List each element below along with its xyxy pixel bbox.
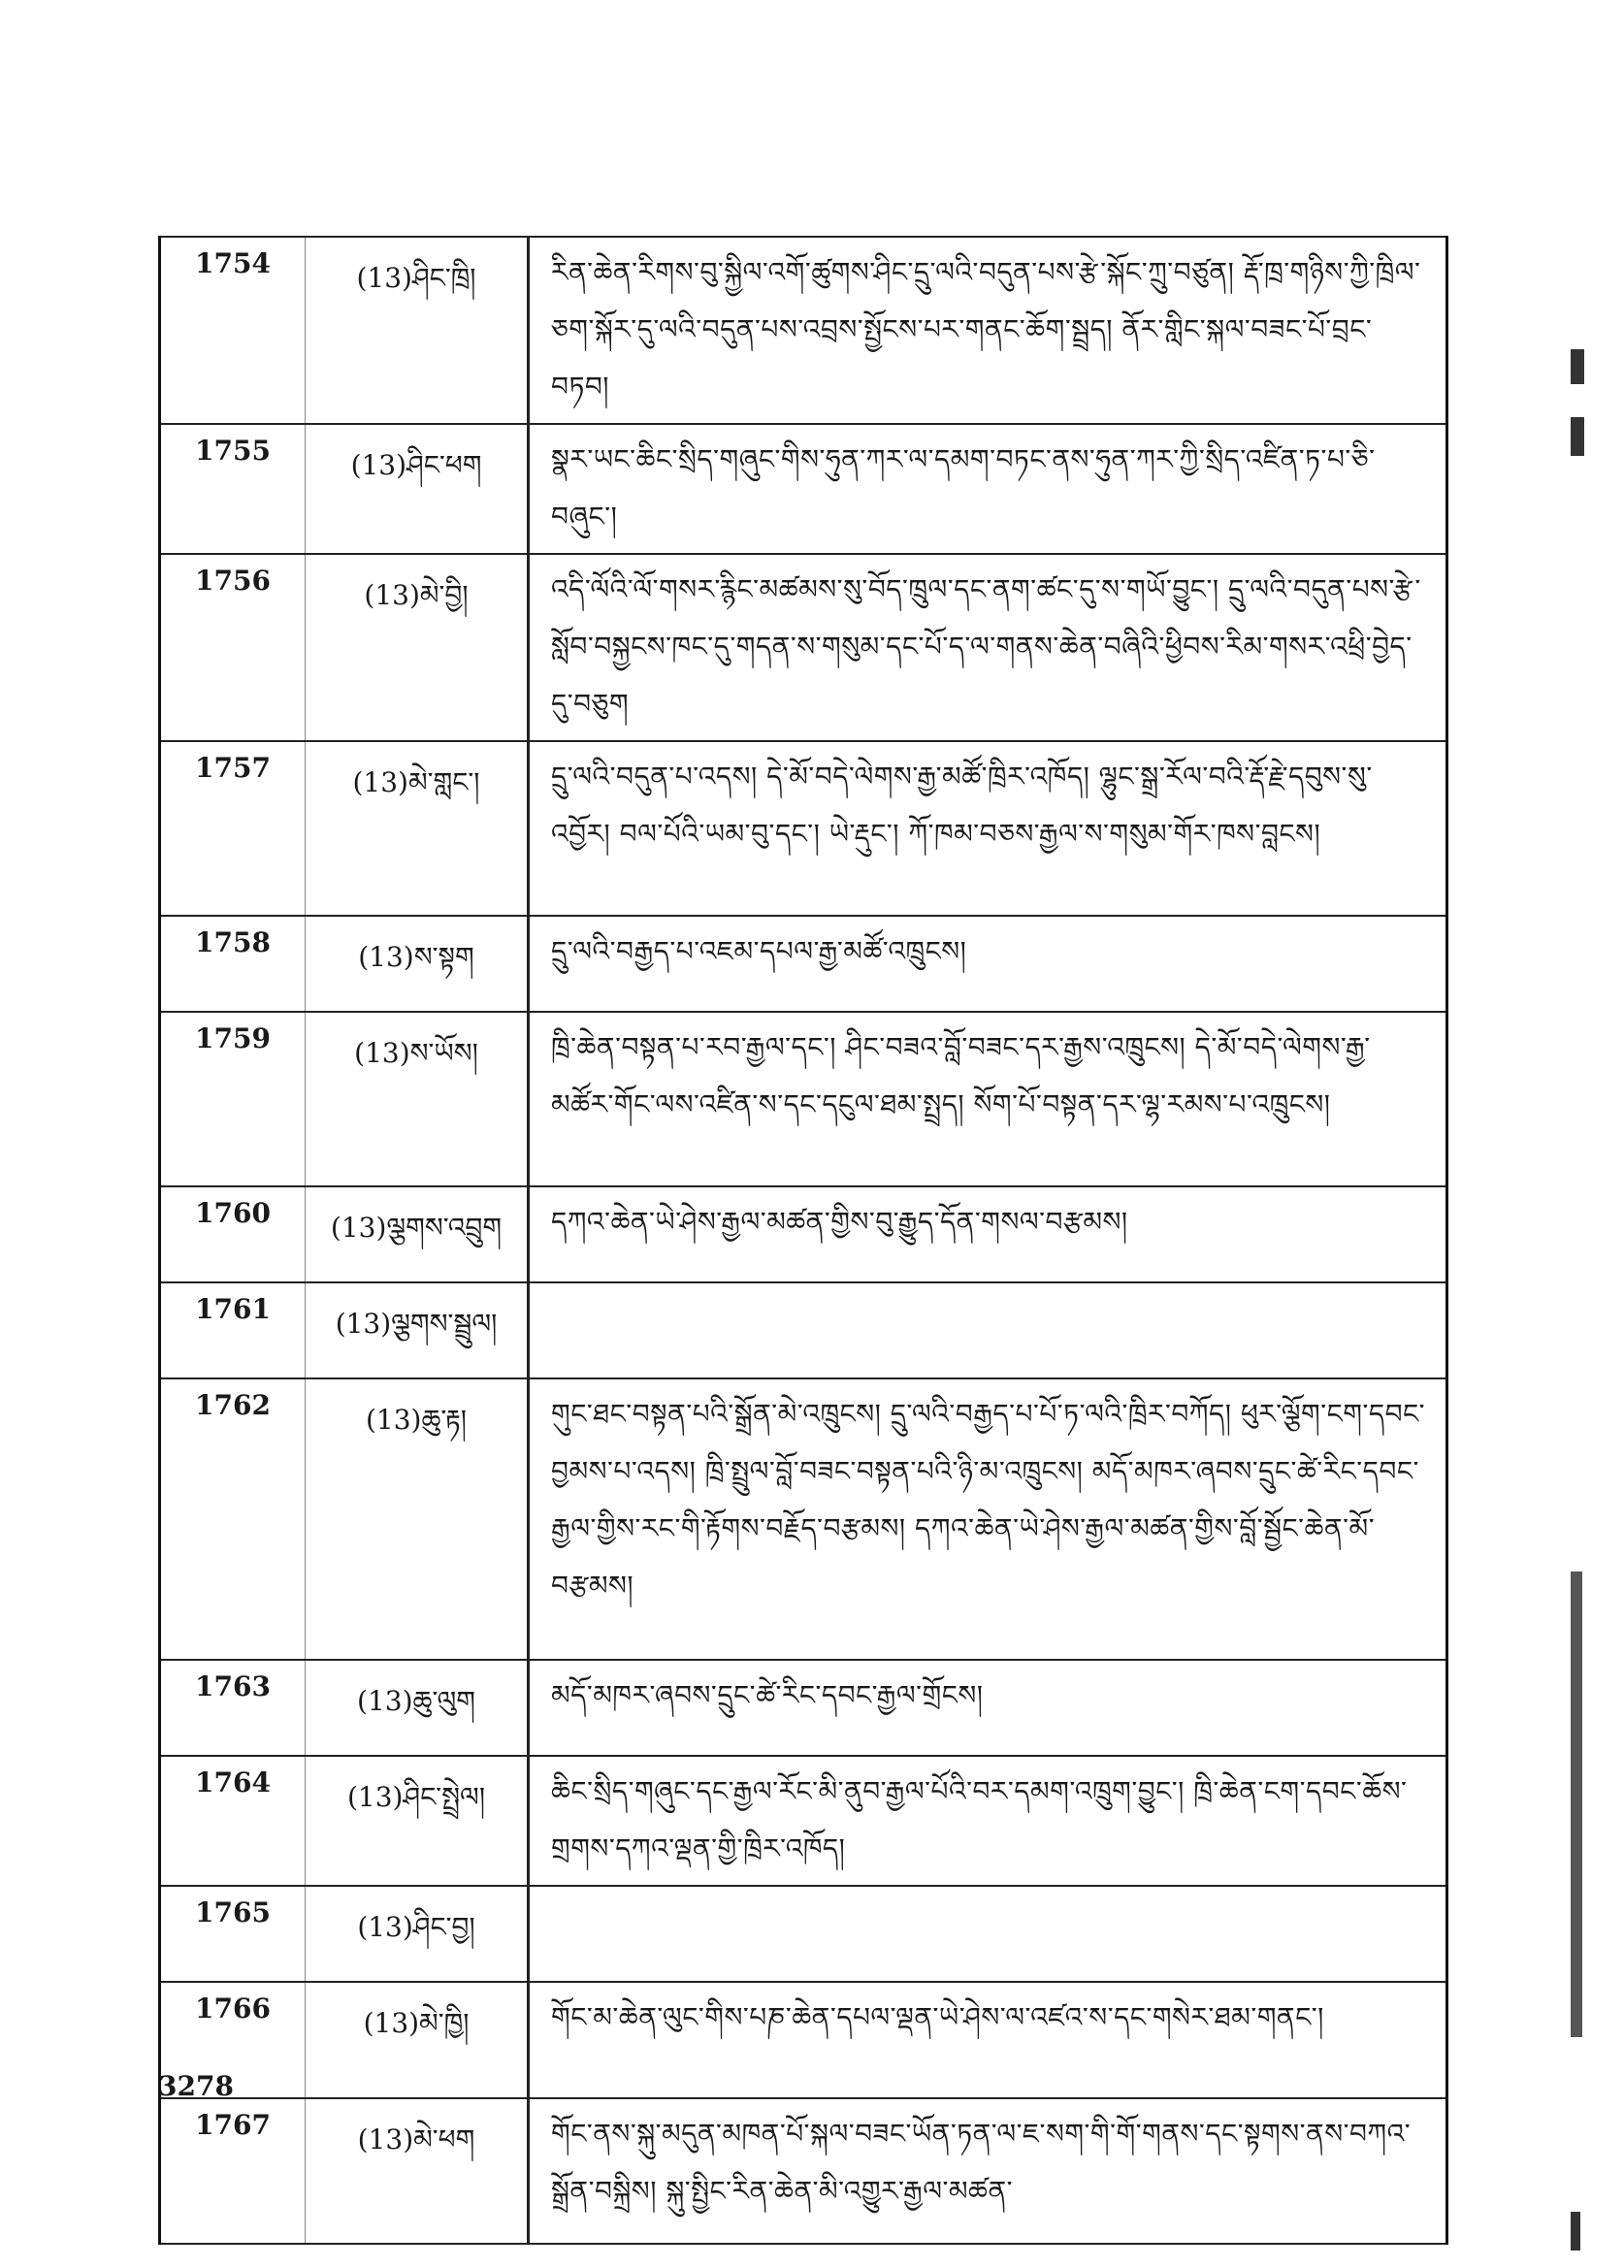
table-row bbox=[160, 741, 1447, 916]
year-cell: 1766 bbox=[160, 1982, 306, 2098]
table-row bbox=[160, 1378, 1447, 1660]
event-cell: རིན་ཆེན་རིགས་བུ་སྐྱིལ་འགོ་ཚུགས་ཤིང་དྲུ་ལའི་བདུན་པས་རྩེ་སྐོང་ཀྲུ་བཙུན། རྡོ་ཁྲ་གཉིས་ཀྱི་ཁྲིལ་ཅག་སྐོར་དུ་ལའི་བདུན་པས་འབྲས་སྤྱོངས་པར་གནང་ཆོག་སྦྲད། ནོར་གླིང་སྐལ་བཟང་པོ་བྲང་བཏབ། bbox=[529, 237, 1447, 424]
year-cell: 1755 bbox=[160, 424, 306, 554]
chronology-table bbox=[158, 236, 1448, 2245]
cycle-cell: (13)ཤིང་ཕག bbox=[306, 424, 529, 554]
table-row bbox=[160, 1982, 1447, 2098]
year-cell: 1764 bbox=[160, 1756, 306, 1886]
year-cell: 1759 bbox=[160, 1012, 306, 1186]
table-row bbox=[160, 2098, 1447, 2244]
event-cell bbox=[529, 1282, 1447, 1378]
year-cell: 1758 bbox=[160, 916, 306, 1012]
event-cell: དཀའ་ཆེན་ཡེ་ཤེས་རྒྱལ་མཚན་གྱིས་བུ་རྒྱུད་དོན་གསལ་བརྩམས། bbox=[529, 1186, 1447, 1282]
event-cell: འདི་ལོའི་ལོ་གསར་རྙིང་མཚམས་སུ་བོད་ཁྲུལ་དང་ནག་ཚང་དུ་ས་གཡོ་བྱུང་། དྲུ་ལའི་བདུན་པས་རྩེ་སློབ་བསྐྱངས་ཁང་དུ་གདན་ས་གསུམ་དང་པོ་ད་ལ་གནས་ཆེན་བཞིའི་ཕྱིབས་རིམ་གསར་འཕྲི་བྱེད་དུ་བཅུག bbox=[529, 554, 1447, 741]
year-cell: 1760 bbox=[160, 1186, 306, 1282]
cycle-cell: (13)ལྕགས་འབྲུག bbox=[306, 1186, 529, 1282]
event-cell: གོང་ནས་སྐུ་མདུན་མཁན་པོ་སྐལ་བཟང་ཡོན་ཏན་ལ་ཇ་སག་གི་གོ་གནས་དང་སྟགས་ནས་བཀའ་སྒྲོན་བསྐྲིས། སྐུ་སྤྱིང་རིན་ཆེན་མི་འགྱུར་རྒྱལ་མཚན་ bbox=[529, 2098, 1447, 2244]
cycle-cell: (13)ལྕགས་སྦྲུལ། bbox=[306, 1282, 529, 1378]
scan-mark bbox=[1571, 349, 1584, 384]
cycle-cell: (13)མེ་ཁྱི། bbox=[306, 1982, 529, 2098]
event-cell: ཆིང་སྲིད་གཞུང་དང་རྒྱལ་རོང་མི་ནུབ་རྒྱལ་པོའི་བར་དམག་འཁྲུག་བྱུང་། ཁྲི་ཆེན་ངག་དབང་ཆོས་གྲགས་དཀའ་ལྡན་གྱི་ཁྲིར་འཁོད། bbox=[529, 1756, 1447, 1886]
table-row bbox=[160, 1012, 1447, 1186]
year-cell: 1756 bbox=[160, 554, 306, 741]
year-cell: 1757 bbox=[160, 741, 306, 916]
cycle-cell: (13)ས་སྟག bbox=[306, 916, 529, 1012]
event-cell: དྲུ་ལའི་བདུན་པ་འདས། དེ་མོ་བདེ་ལེགས་རྒྱ་མཚོ་ཁྲིར་འཁོད། ལྷུང་སྒྲ་རོལ་བའི་རྡོ་རྗེ་དབུས་སུ་འབྱོར། བལ་པོའི་ཡམ་བུ་དང་། ཡེ་རྡུང་། ཀོ་ཁམ་བཅས་རྒྱལ་ས་གསུམ་གོར་ཁས་བླངས། bbox=[529, 741, 1447, 916]
event-cell: གུང་ཐང་བསྟན་པའི་སྒྲོན་མེ་འཁྲུངས། དྲུ་ལའི་བརྒྱད་པ་པོ་ཏ་ལའི་ཁྲིར་བཀོད། ཕུར་ལྕོག་ངག་དབང་བྱམས་པ་འདས། ཁྲི་སྤྲུལ་བློ་བཟང་བསྟན་པའི་ཉི་མ་འཁྲུངས། མདོ་མཁར་ཞབས་དྲུང་ཚེ་རིང་དབང་རྒྱལ་གྱིས་རང་གི་རྟོགས་བརྗོད་བརྩམས། དཀའ་ཆེན་ཡེ་ཤེས་རྒྱལ་མཚན་གྱིས་བློ་སྦྱོང་ཆེན་མོ་བརྩམས། bbox=[529, 1378, 1447, 1660]
year-cell: 1767 bbox=[160, 2098, 306, 2244]
scan-mark bbox=[1571, 1571, 1582, 2037]
table-row bbox=[160, 237, 1447, 424]
event-cell: དྲུ་ལའི་བརྒྱད་པ་འཇམ་དཔལ་རྒྱ་མཚོ་འཁྲུངས། bbox=[529, 916, 1447, 1012]
scan-mark bbox=[1571, 417, 1584, 456]
table-row bbox=[160, 1756, 1447, 1886]
cycle-cell: (13)ཆུ་ལུག bbox=[306, 1660, 529, 1756]
year-cell: 1765 bbox=[160, 1886, 306, 1982]
table-row bbox=[160, 1282, 1447, 1378]
event-cell: ཁྲི་ཆེན་བསྟན་པ་རབ་རྒྱལ་དང་། ཤིང་བཟའ་བློ་བཟང་དར་རྒྱས་འཁྲུངས། དེ་མོ་བདེ་ལེགས་རྒྱ་མཚོར་གོང་ལས་འཛིན་ས་དང་དངུལ་ཐམ་སྤྲད། སོག་པོ་བསྟན་དར་ལྷ་རམས་པ་འཁྲུངས། bbox=[529, 1012, 1447, 1186]
year-cell: 1761 bbox=[160, 1282, 306, 1378]
cycle-cell: (13)མེ་གླང་། bbox=[306, 741, 529, 916]
event-cell: མདོ་མཁར་ཞབས་དྲུང་ཚེ་རིང་དབང་རྒྱལ་གྲོངས། bbox=[529, 1660, 1447, 1756]
year-cell: 1763 bbox=[160, 1660, 306, 1756]
table-row bbox=[160, 1886, 1447, 1982]
event-cell bbox=[529, 1886, 1447, 1982]
table-row bbox=[160, 424, 1447, 554]
cycle-cell: (13)མེ་ཕག bbox=[306, 2098, 529, 2244]
scan-edge-marks bbox=[1566, 0, 1624, 2268]
table-row bbox=[160, 916, 1447, 1012]
cycle-cell: (13)ཤིང་ཁྲི། bbox=[306, 237, 529, 424]
cycle-cell: (13)ཆུ་རྟ། bbox=[306, 1378, 529, 1660]
cycle-cell: (13)ས་ཡོས། bbox=[306, 1012, 529, 1186]
year-cell: 1762 bbox=[160, 1378, 306, 1660]
event-cell: གོང་མ་ཆེན་ལུང་གིས་པཎ་ཆེན་དཔལ་ལྡན་ཡེ་ཤེས་ལ་འཛའ་ས་དང་གསེར་ཐམ་གནང་། bbox=[529, 1982, 1447, 2098]
table-row bbox=[160, 1660, 1447, 1756]
cycle-cell: (13)མེ་བྱི། bbox=[306, 554, 529, 741]
table-row bbox=[160, 554, 1447, 741]
cycle-cell: (13)ཤིང་བྱ། bbox=[306, 1886, 529, 1982]
cycle-cell: (13)ཤིང་སྤྲེལ། bbox=[306, 1756, 529, 1886]
year-cell: 1754 bbox=[160, 237, 306, 424]
event-cell: སྣར་ཡང་ཆིང་སྲིད་གཞུང་གིས་ཧུན་ཀར་ལ་དམག་བཏང་ནས་ཧུན་ཀར་ཀྱི་སྲིད་འཛིན་ཏ་པ་ཅི་བཞུང་། bbox=[529, 424, 1447, 554]
scan-mark bbox=[1571, 2212, 1580, 2251]
page-number: 3278 bbox=[158, 2070, 234, 2102]
table-row bbox=[160, 1186, 1447, 1282]
